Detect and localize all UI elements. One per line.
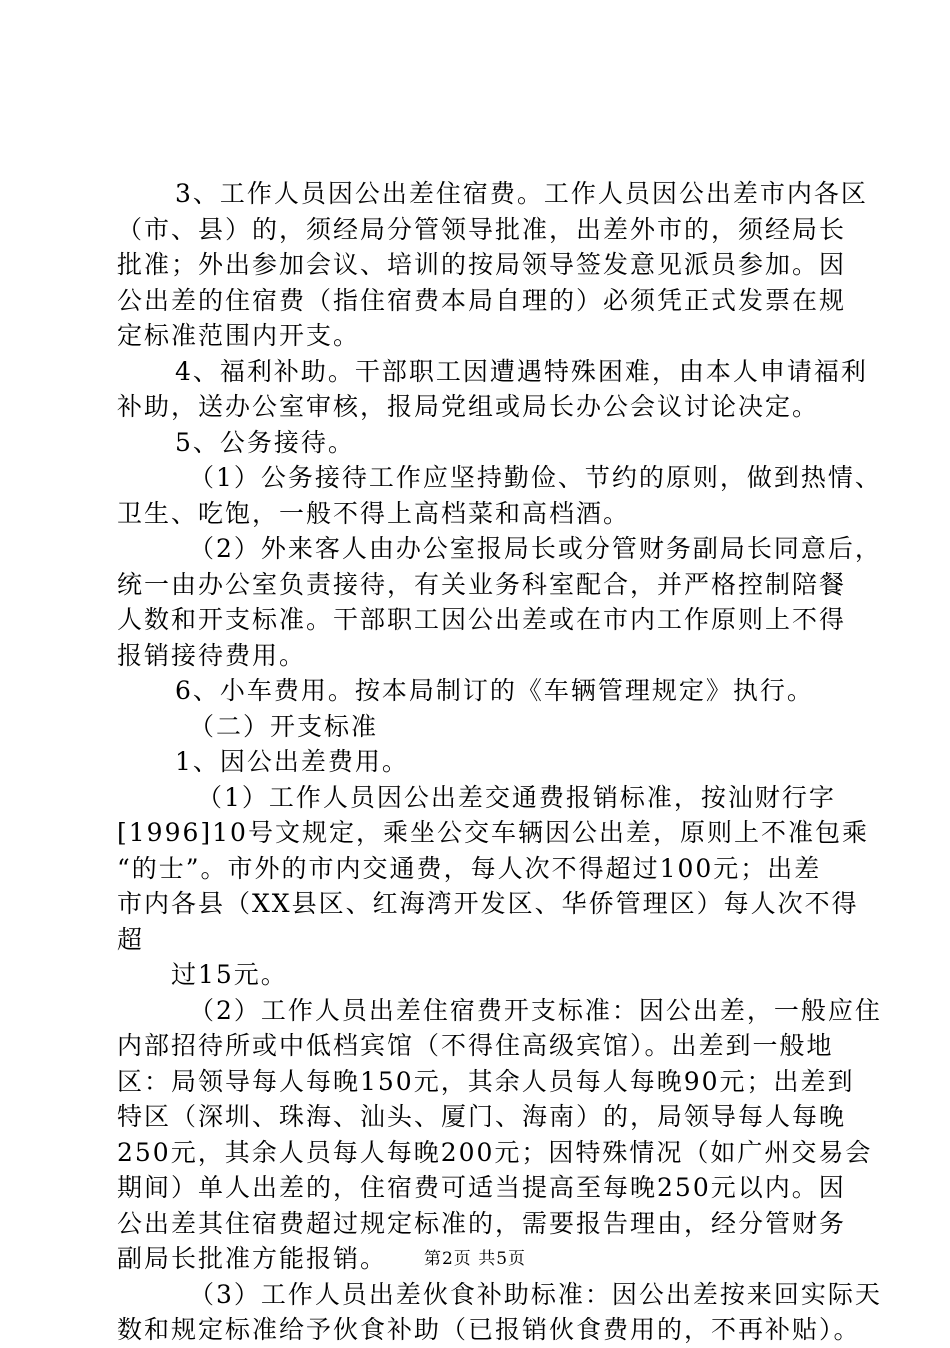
paragraph-line: 副局长批准方能报销。 bbox=[117, 1244, 388, 1273]
paragraph-line: 250元，其余人员每人每晚200元；因特殊情况（如广州交易会 bbox=[117, 1137, 873, 1167]
paragraph-line: 1、因公出差费用。 bbox=[175, 747, 409, 776]
paragraph-line: 补助，送办公室审核，报局党组或局长办公会议讨论决定。 bbox=[117, 392, 820, 421]
paragraph-line: 卫生、吃饱，一般不得上高档菜和高档酒。 bbox=[117, 498, 631, 528]
paragraph-line: （3）工作人员出差伙食补助标准：因公出差按来回实际天 bbox=[189, 1279, 882, 1309]
paragraph-line: 期间）单人出差的，住宿费可适当提高至每晚250元以内。因 bbox=[117, 1173, 846, 1202]
paragraph-line: 6、小车费用。按本局制订的《车辆管理规定》执行。 bbox=[175, 676, 814, 705]
paragraph-line: 人数和开支标准。干部职工因公出差或在市内工作原则上不得 bbox=[117, 605, 847, 634]
page-number-footer: 第2页 共5页 bbox=[423, 1249, 527, 1269]
paragraph-line: （市、县）的，须经局分管领导批准，出差外市的，须经局长 bbox=[117, 214, 847, 244]
paragraph-line: 批准；外出参加会议、培训的按局领导签发意见派员参加。因 bbox=[117, 250, 847, 279]
paragraph-line: 市内各县（XX县区、红海湾开发区、华侨管理区）每人次不得 bbox=[117, 889, 859, 918]
paragraph-line: 报销接待费用。 bbox=[117, 640, 307, 670]
paragraph-line: 公出差其住宿费超过规定标准的，需要报告理由，经分管财务 bbox=[117, 1208, 847, 1238]
paragraph-line: 5、公务接待。 bbox=[175, 427, 355, 457]
paragraph-line: （2）外来客人由办公室报局长或分管财务副局长同意后， bbox=[189, 534, 882, 563]
paragraph-line: 区：局领导每人每晚150元，其余人员每人每晚90元；出差到 bbox=[117, 1066, 855, 1096]
paragraph-line: 内部招待所或中低档宾馆（不得住高级宾馆）。出差到一般地 bbox=[117, 1031, 834, 1060]
paragraph-line: 特区（深圳、珠海、汕头、厦门、海南）的，局领导每人每晚 bbox=[117, 1102, 847, 1131]
section-heading: （二）开支标准 bbox=[189, 711, 379, 741]
paragraph-line: 3、工作人员因公出差住宿费。工作人员因公出差市内各区 bbox=[175, 179, 868, 208]
paragraph-line: [1996]10号文规定，乘坐公交车辆因公出差，原则上不准包乘 bbox=[117, 818, 869, 847]
paragraph-line: 统一由办公室负责接待，有关业务科室配合，并严格控制陪餐 bbox=[117, 569, 847, 599]
paragraph-line: （1）工作人员因公出差交通费报销标准，按汕财行字 bbox=[197, 782, 836, 812]
paragraph-line: （1）公务接待工作应坚持勤俭、节约的原则，做到热情、 bbox=[189, 463, 882, 492]
paragraph-line: 4、福利补助。干部职工因遭遇特殊困难，由本人申请福利 bbox=[175, 356, 868, 386]
paragraph-line: 公出差的住宿费（指住宿费本局自理的）必须凭正式发票在规 bbox=[117, 285, 847, 315]
paragraph-line: 定标准范围内开支。 bbox=[117, 321, 361, 350]
document-body bbox=[117, 176, 882, 1348]
paragraph-line: 超 bbox=[117, 924, 145, 954]
paragraph-line: “的士”。市外的市内交通费，每人次不得超过100元；出差 bbox=[117, 853, 822, 883]
paragraph-line: 过15元。 bbox=[171, 960, 288, 989]
paragraph-line: 数和规定标准给予伙食补助（已报销伙食费用的，不再补贴）。 bbox=[117, 1315, 861, 1344]
paragraph-line: （2）工作人员出差住宿费开支标准：因公出差，一般应住 bbox=[189, 995, 882, 1025]
